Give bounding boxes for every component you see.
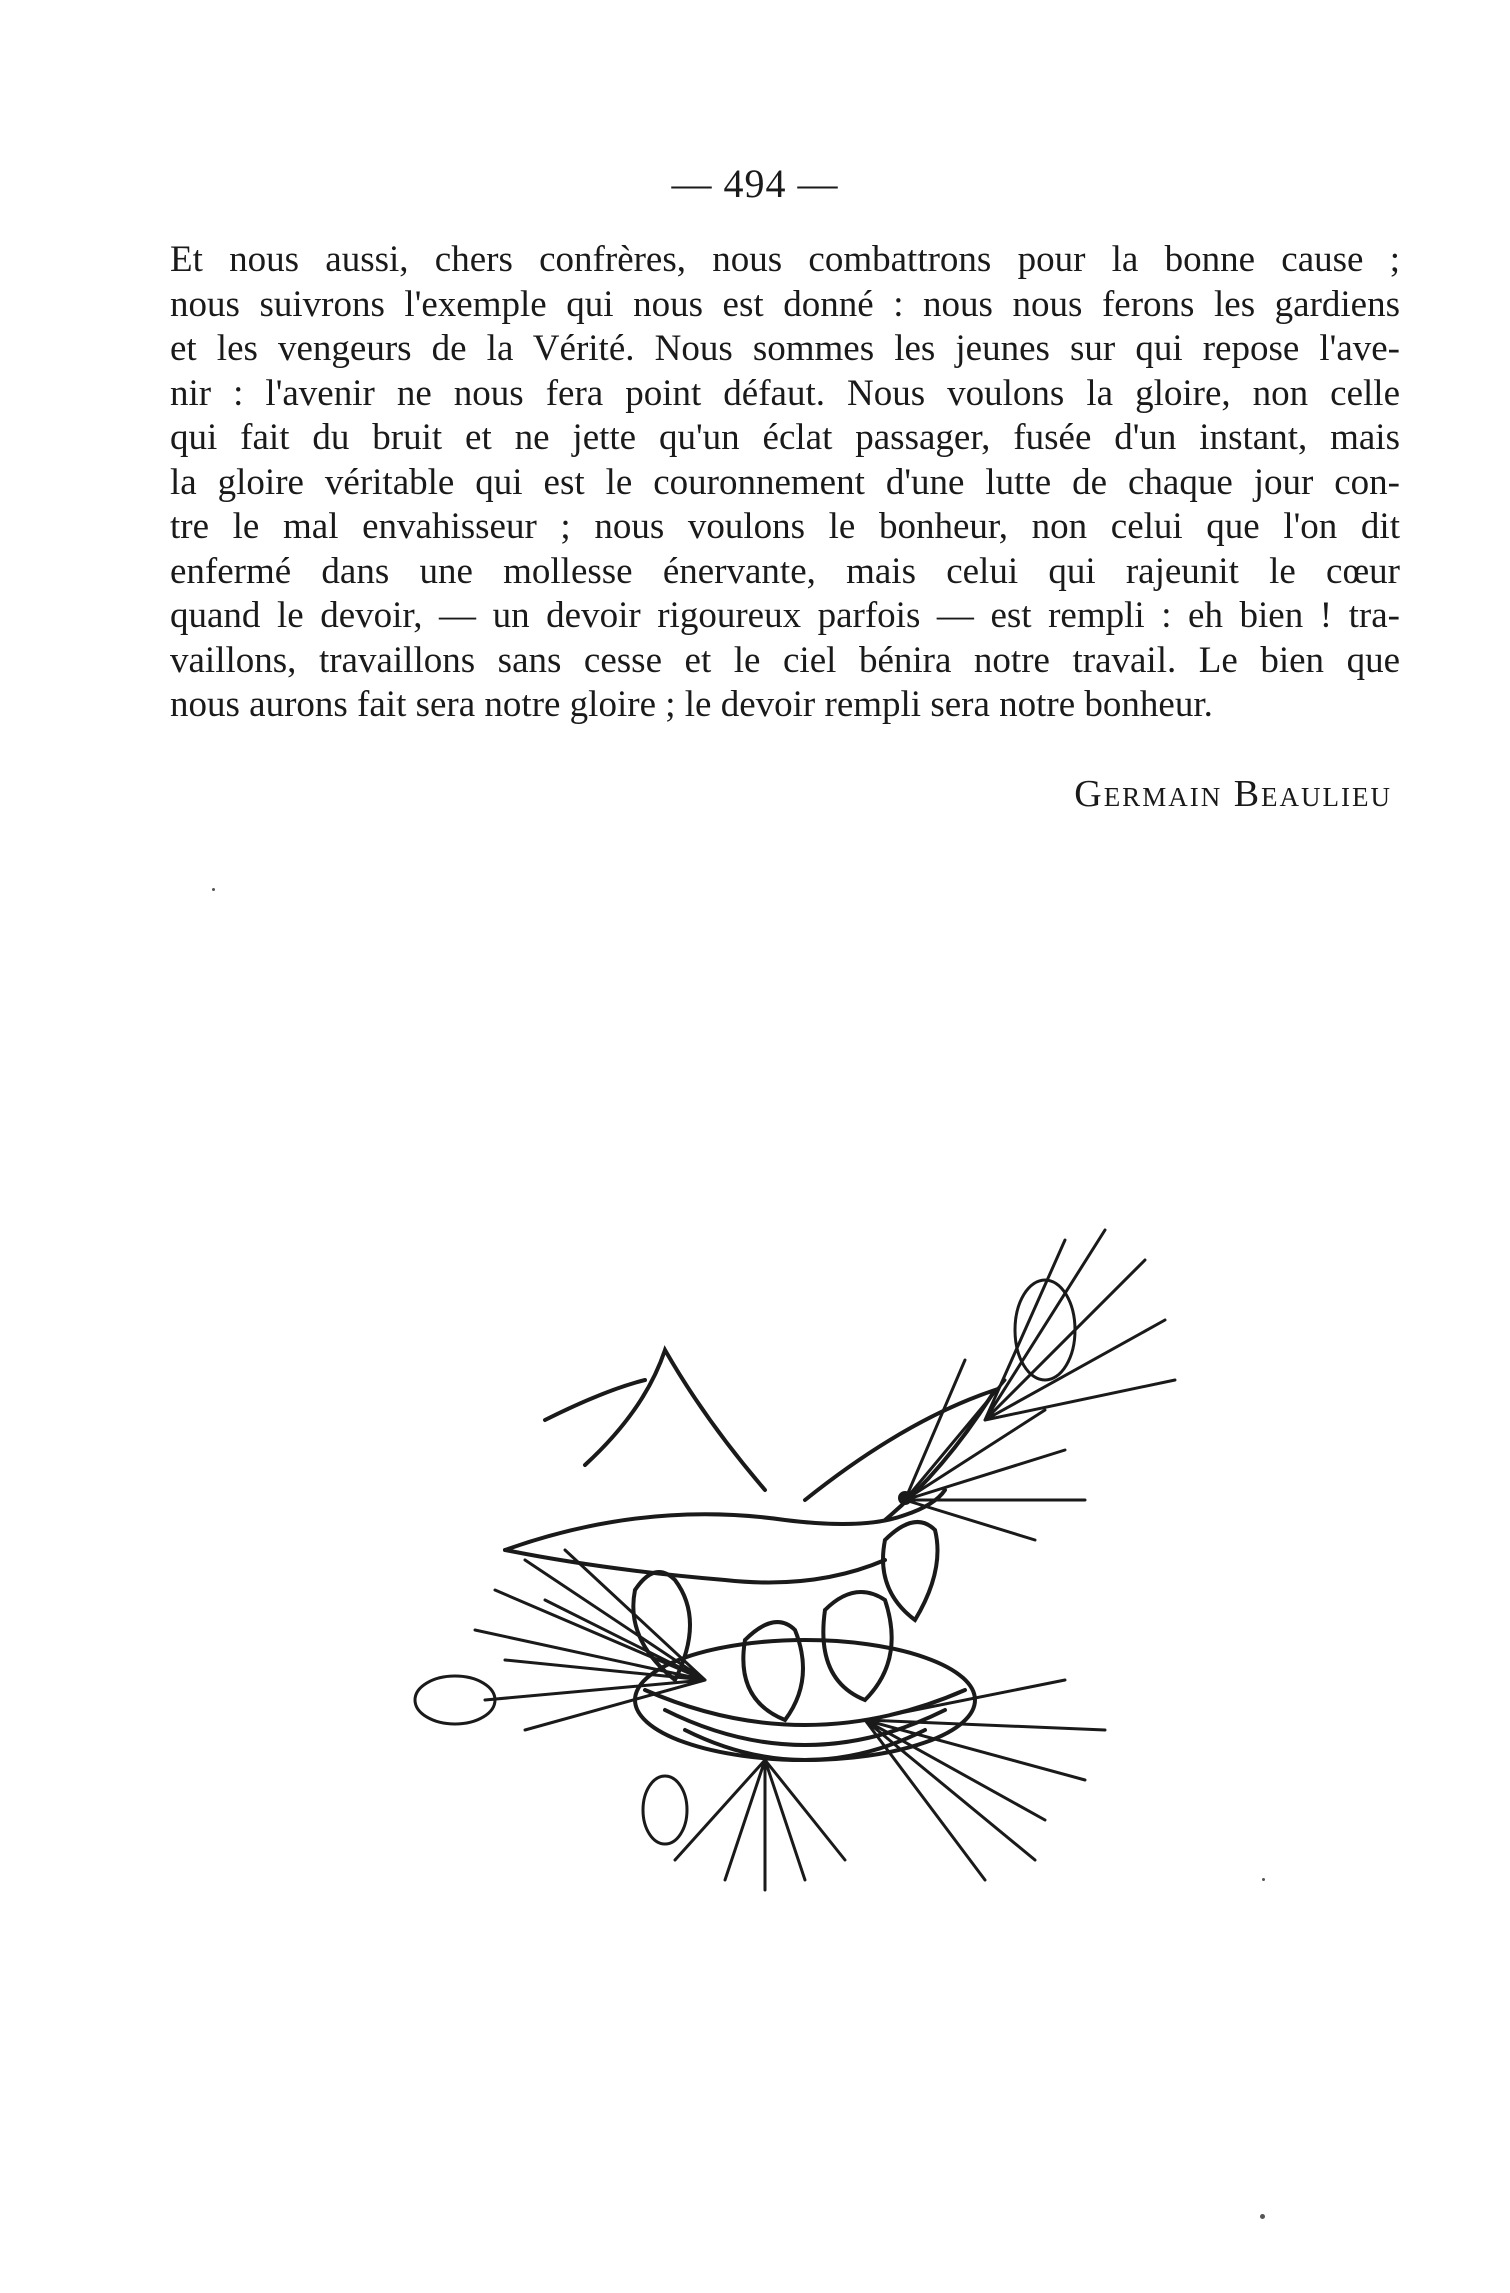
text-line: qui fait du bruit et ne jette qu'un éclat passager, fusée d'un instant, mais [170,417,1400,458]
page-number: — 494 — [671,161,839,206]
speck [1260,2214,1265,2219]
text-line: quand le devoir, — un devoir rigoureux parfois — est rempli : eh bien ! tra- [170,595,1400,636]
text-line: nous suivrons l'exemple qui nous est donné : nous nous ferons les gardiens [170,283,1400,325]
speck [212,888,215,891]
body-text [170,238,1400,728]
text-line: tre le mal envahisseur ; nous voulons le bonheur, non celui que l'on dit [170,506,1400,547]
text-line: enfermé dans une mollesse énervante, mais celui qui rajeunit le cœur [170,550,1400,592]
birds-nest-engraving-icon [345,1120,1205,1900]
text-line: nous aurons fait sera notre gloire ; le devoir rempli sera notre bonheur. [170,684,1213,725]
text-line: vaillons, travaillons sans cesse et le ciel bénira notre travail. Le bien que [170,639,1400,681]
speck [1262,1878,1265,1881]
text-line: la gloire véritable qui est le couronnement d'une lutte de chaque jour con- [170,461,1400,503]
text-line: nir : l'avenir ne nous fera point défaut. Nous voulons la gloire, non celle [170,372,1400,414]
text-line: Et nous aussi, chers confrères, nous combattrons pour la bonne cause ; [170,239,1400,280]
text-line: et les vengeurs de la Vérité. Nous sommes les jeunes sur qui repose l'ave- [170,328,1400,369]
signature: Germain Beaulieu [1074,773,1392,815]
